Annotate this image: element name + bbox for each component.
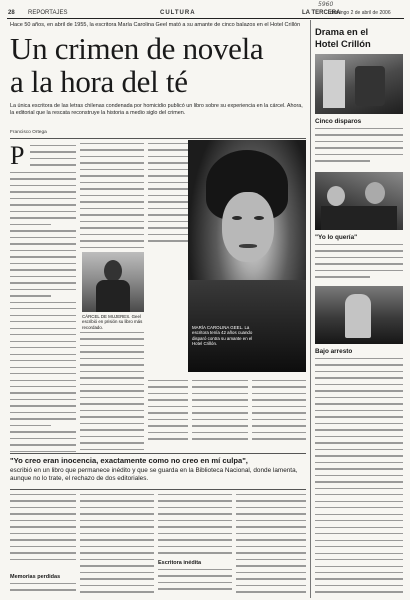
small-photo	[82, 252, 144, 312]
sidebar-subhead-3: Bajo arresto	[315, 348, 353, 355]
masthead: LA TERCERA	[302, 10, 341, 16]
pull-quote-subtext: escribió en un libro que permanece inédito y que se guarda en la Biblioteca Nacional, donde lamenta, aunque no lo trate, el rechazo de dos editoriales.	[10, 467, 298, 482]
body-column-bottom-1	[10, 494, 76, 572]
quote-rule-bottom	[10, 489, 306, 490]
handwritten-stamp: 5960	[318, 1, 334, 8]
date: domingo 2 de abril de 2006	[330, 10, 391, 16]
small-photo-caption: CÁRCEL DE MUJERES. Geel escribió en prisión su libro más recordado.	[82, 314, 143, 330]
header-rule	[7, 18, 404, 19]
body-column-bottom-3	[158, 494, 232, 558]
sidebar-photo-3	[315, 286, 403, 344]
body-column-1	[10, 172, 76, 454]
page-number: 28	[8, 10, 15, 16]
body-column-5	[252, 380, 306, 450]
sidebar-photo-1	[315, 54, 403, 114]
lead-rule	[10, 138, 306, 139]
sidebar-text-2	[315, 244, 403, 284]
headline-line-1: Un crimen de novela	[10, 31, 264, 66]
body-column-bottom-1b	[10, 583, 76, 597]
quote-rule-top	[10, 453, 306, 454]
pull-quote: "Yo creo eran inocencia, exactamente como no creo en mí culpa",	[10, 456, 248, 465]
sidebar-text-1	[315, 128, 403, 170]
byline: Francisco Ortega	[10, 130, 47, 135]
headline-line-2: a la hora del té	[10, 64, 188, 99]
sidebar-subhead-2: "Yo lo quería"	[315, 234, 358, 241]
sidebar-text-3	[315, 358, 403, 596]
body-column-bottom-4	[236, 494, 306, 598]
body-column-bottom-3b	[158, 569, 232, 598]
body-column-4	[192, 380, 248, 450]
subhead-memorias: Memorias perdidas	[10, 574, 61, 580]
body-column-bottom-2	[80, 494, 154, 598]
drop-cap: P	[10, 141, 25, 170]
sidebar-title-line-2: Hotel Crillón	[315, 38, 371, 49]
body-column-1-intro	[30, 145, 76, 171]
portrait-caption: MARÍA CAROLINA GEEL. La escritora tenía 42 años cuando disparó contra su amante en el Hotel Crillón.	[192, 325, 253, 346]
article-kicker: Hace 50 años, en abril de 1955, la escritora María Carolina Geel mató a su amante de cinco balazos en el Hotel Crillón	[10, 22, 301, 28]
section-left-label: REPORTAJES	[28, 10, 68, 16]
sidebar-title-line-1: Drama en el	[315, 26, 369, 37]
sidebar-divider	[310, 20, 311, 598]
body-column-2-bottom	[80, 332, 144, 452]
article-lead: La única escritora de las letras chilenas condenada por homicidio publicó un libro sobre su experiencia en la cárcel. Ahora, la editorial que la rescata reconstruye la historia a medio siglo del crimen.	[10, 103, 303, 116]
sidebar-subhead-1: Cinco disparos	[315, 118, 362, 125]
sidebar-photo-2	[315, 172, 403, 230]
body-column-3-bottom	[148, 380, 188, 450]
body-column-3-top	[148, 143, 188, 243]
subhead-escritora: Escritora inédita	[158, 560, 202, 566]
section-label: CULTURA	[160, 10, 196, 16]
body-column-2-top	[80, 143, 144, 253]
